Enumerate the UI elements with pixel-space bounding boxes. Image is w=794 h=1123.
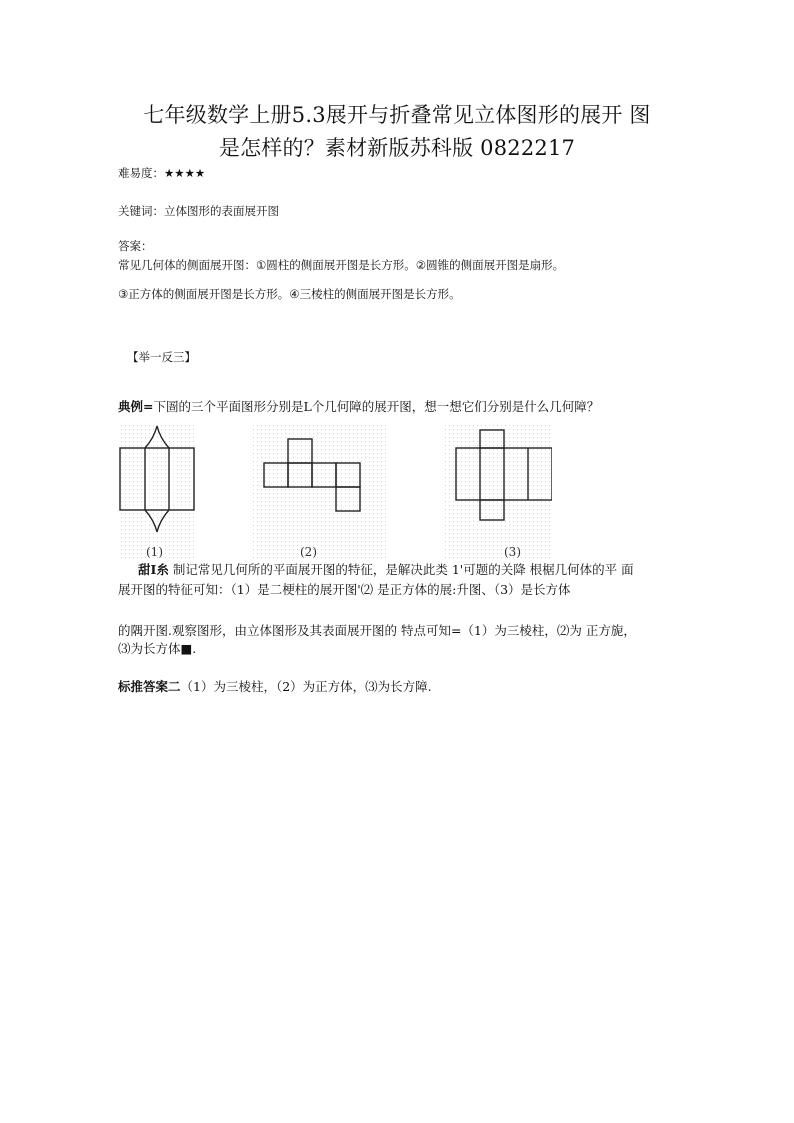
answer-line-2: ③正方体的侧面展开图是长方形。④三棱柱的侧面展开图是长方形。 bbox=[118, 287, 461, 301]
grid-panel-2 bbox=[252, 424, 386, 558]
document-title-line-2: 是怎样的？素材新版苏科版 0822217 bbox=[218, 136, 576, 160]
section-heading: 【举一反三】 bbox=[127, 350, 196, 364]
difficulty-stars: ★★★★ bbox=[164, 166, 206, 180]
example-label: 典例= bbox=[118, 399, 154, 414]
keywords: 关键词：立体图形的表面展开图 bbox=[118, 204, 279, 218]
solution-line-4: ⑶为长方体■. bbox=[118, 641, 197, 656]
figure-label-3: (3) bbox=[504, 545, 521, 559]
net-1-triangular-prism bbox=[118, 424, 196, 560]
nets-figure bbox=[112, 420, 552, 562]
solution-line-1-row bbox=[138, 560, 634, 578]
standard-answer-row bbox=[118, 677, 432, 695]
net-3-cuboid bbox=[442, 424, 552, 558]
standard-answer-label: 标推答案二 bbox=[118, 679, 181, 694]
solution-line-3: 的隅开图.观察图形，由立体图形及其表面展开图的 特点可知=（1）为三棱柱，⑵为 正方旎， bbox=[118, 623, 636, 638]
example-question: 下圄的三个平面图形分别是L个几何障的展开图，想一想它们分别是什么几何障？ bbox=[153, 399, 600, 414]
answer-label: 答案： bbox=[118, 239, 153, 253]
net-2-cube bbox=[252, 424, 386, 558]
figure-label-2: (2) bbox=[300, 545, 317, 559]
example-question-row bbox=[118, 397, 599, 415]
solution-line-1: 制记常见几何所的平面展开图的特征，是解决此类 1'可题的关降 根椐几何体的平 面 bbox=[172, 562, 634, 577]
difficulty-label: 难易度： bbox=[118, 166, 164, 180]
standard-answer-text: （1）为三棱柱，（2）为正方体，⑶为长方障. bbox=[180, 679, 432, 694]
answer-line-1: 常见几何体的侧面展开图：①圆柱的侧面展开图是长方形。②圆锥的侧面展开图是扇形。 bbox=[118, 258, 565, 272]
grid-panel-1 bbox=[118, 424, 196, 560]
solution-line-2: 展开图的特征可知：（1）是二梗柱的展开图'⑵ 是正方体的展:升图、（3）是长方体 bbox=[118, 582, 571, 597]
difficulty-row bbox=[118, 165, 205, 181]
solution-lead: 甜I糸 bbox=[138, 562, 169, 577]
document-title-line-1: 七年级数学上册5.3展开与折叠常见立体图形的展开 图 bbox=[143, 103, 651, 127]
grid-panel-3 bbox=[442, 424, 550, 558]
figure-label-1: (1) bbox=[146, 545, 163, 559]
